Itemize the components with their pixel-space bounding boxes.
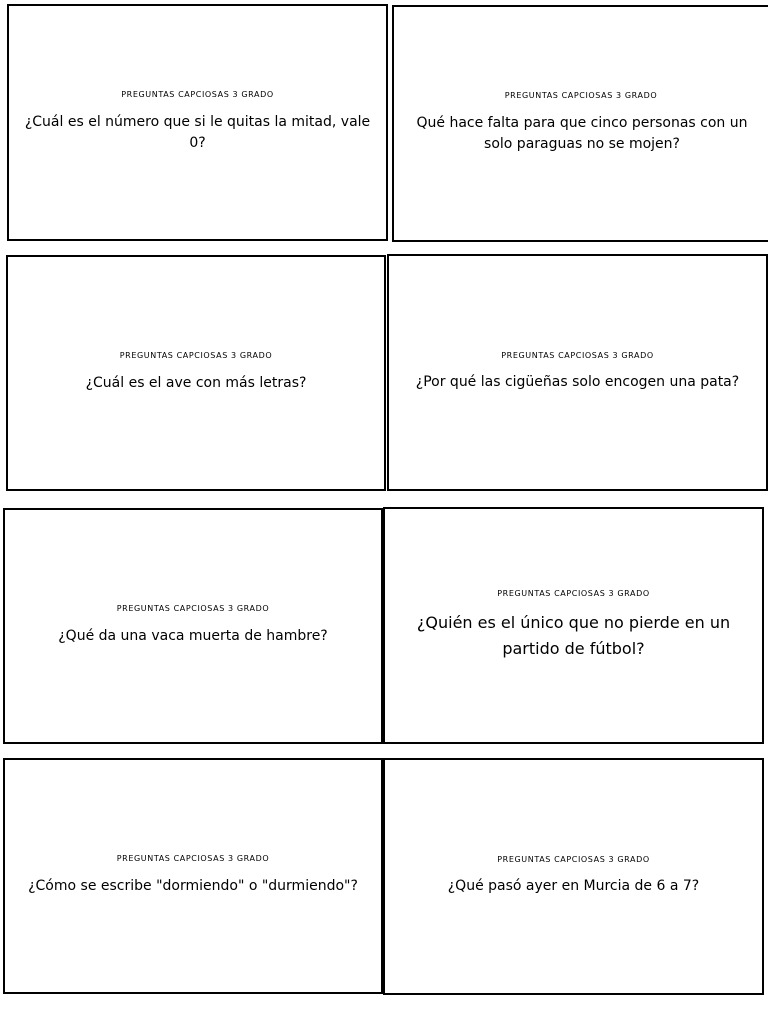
card-header: PREGUNTAS CAPCIOSAS 3 GRADO <box>501 350 654 360</box>
question-card <box>383 507 764 744</box>
card-question: ¿Qué da una vaca muerta de hambre? <box>58 627 328 644</box>
question-card <box>6 255 386 491</box>
question-card <box>3 508 383 744</box>
card-question: ¿Cuál es el ave con más letras? <box>85 374 307 391</box>
card-question: ¿Por qué las cigüeñas solo encogen una pata? <box>415 374 740 391</box>
card-header: PREGUNTAS CAPCIOSAS 3 GRADO <box>504 91 658 101</box>
question-card <box>3 758 383 994</box>
question-card <box>383 758 764 995</box>
card-question: ¿Qué pasó ayer en Murcia de 6 a 7? <box>447 878 700 895</box>
question-card <box>392 5 768 242</box>
card-header: PREGUNTAS CAPCIOSAS 3 GRADO <box>116 854 270 864</box>
card-question: ¿Cómo se escribe "dormiendo" o "durmiendo"? <box>28 877 358 894</box>
card-header: PREGUNTAS CAPCIOSAS 3 GRADO <box>119 351 273 361</box>
card-header: PREGUNTAS CAPCIOSAS 3 GRADO <box>121 90 274 100</box>
card-question: Qué hace falta para que cinco personas con un solo paraguas no se mojen? <box>416 114 748 152</box>
card-header: PREGUNTAS CAPCIOSAS 3 GRADO <box>116 604 270 614</box>
question-card <box>7 4 388 241</box>
card-header: PREGUNTAS CAPCIOSAS 3 GRADO <box>497 854 650 864</box>
card-question: ¿Cuál es el número que si le quitas la mitad, vale 0? <box>24 113 371 151</box>
question-card <box>387 254 768 491</box>
card-header: PREGUNTAS CAPCIOSAS 3 GRADO <box>497 588 650 598</box>
card-question: ¿Quién es el único que no pierde en un partido de fútbol? <box>416 613 731 658</box>
